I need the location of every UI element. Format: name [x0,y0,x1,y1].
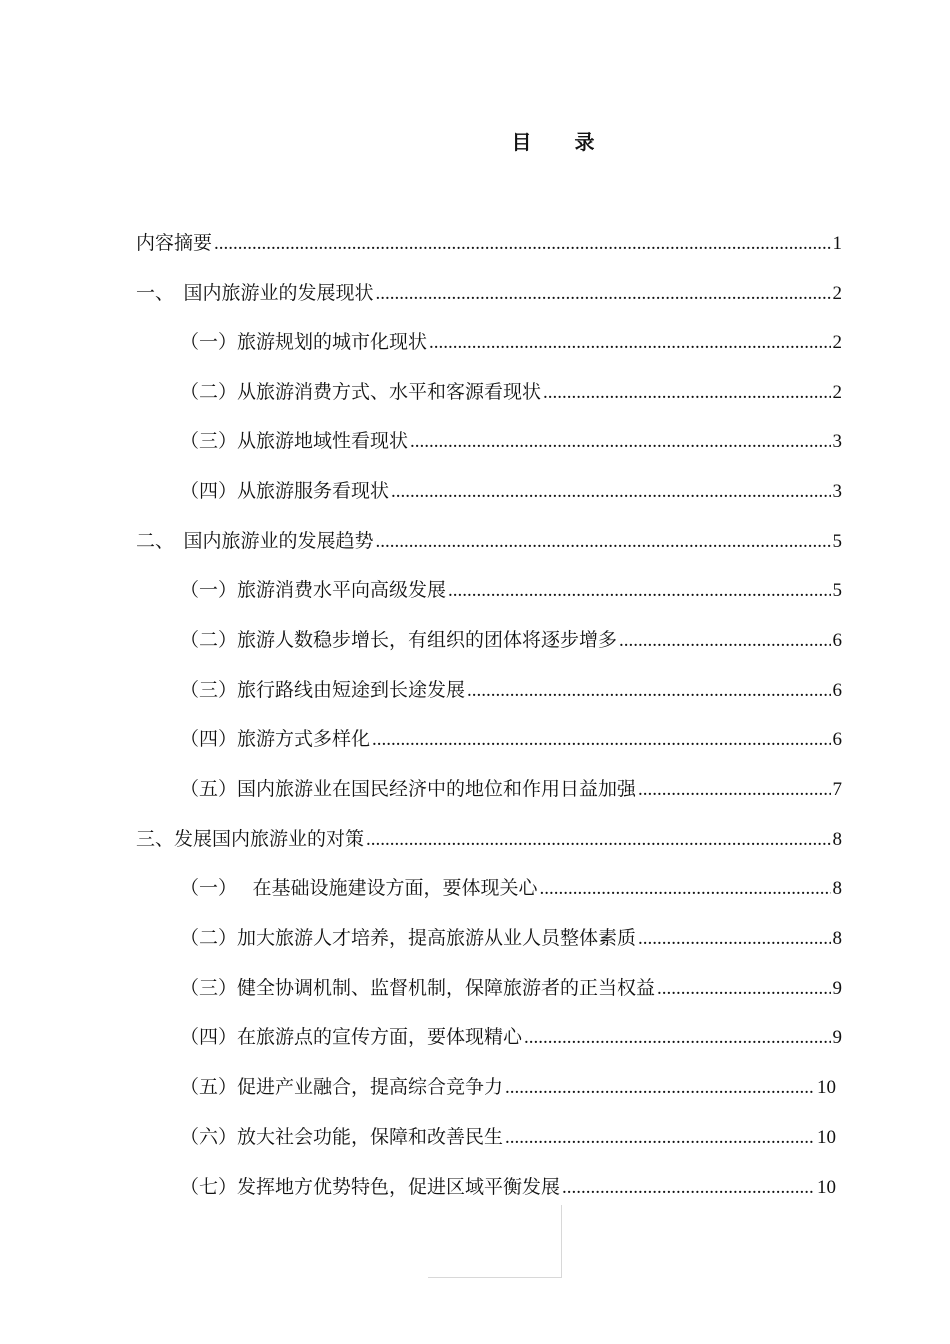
toc-entry-page: 6 [832,680,842,701]
toc-entry-label: （三）健全协调机制、监督机制，保障旅游者的正当权益 [180,977,656,999]
page-corner-mark [428,1277,562,1278]
toc-entry[interactable] [180,627,842,654]
toc-entry-page: 6 [832,729,842,750]
toc-entry[interactable] [180,726,842,753]
toc-entry-label: （七）发挥地方优势特色，促进区域平衡发展 [180,1176,561,1198]
toc-entry[interactable] [136,826,842,853]
toc-entry-page: 2 [832,332,842,353]
toc-entry[interactable] [180,428,842,455]
toc-entry-page: 9 [832,1027,842,1048]
dot-leader [543,380,830,406]
toc-entry[interactable] [180,379,842,406]
toc-entry[interactable] [180,577,842,604]
toc-entry-page: 5 [832,580,842,601]
toc-entry-label: （三）旅行路线由短途到长途发展 [180,679,466,701]
dot-leader [214,231,830,257]
toc-entry-label: （一）旅游规划的城市化现状 [180,331,428,353]
toc-entry-page: 2 [832,283,842,304]
toc-entry-label: （四）旅游方式多样化 [180,728,371,750]
toc-entry[interactable] [180,875,842,902]
dot-leader [366,827,830,853]
toc-entry-label: （一） 在基础设施建设方面，要体现关心 [180,877,538,899]
toc-entry-page: 8 [832,829,842,850]
dot-leader [376,281,831,307]
toc-entry[interactable] [180,478,842,505]
dot-leader [619,628,830,654]
toc-entry-page: 1 [832,233,842,254]
toc-entry[interactable] [136,528,842,555]
toc-entry-label: 内容摘要 [136,232,213,254]
dot-leader [505,1125,815,1151]
dot-leader [448,578,830,604]
page-corner-mark [561,1205,562,1278]
dot-leader [429,330,830,356]
toc-entry[interactable] [180,1024,842,1051]
toc-entry-page: 5 [832,531,842,552]
toc-entry-label: （四）在旅游点的宣传方面，要体现精心 [180,1026,523,1048]
dot-leader [562,1175,815,1201]
dot-leader [467,678,830,704]
toc-entry-page: 8 [832,878,842,899]
toc-title: 目 录 [511,130,613,154]
toc-entry-page: 10 [817,1077,836,1098]
dot-leader [657,976,830,1002]
toc-entry-label: （二）加大旅游人才培养，提高旅游从业人员整体素质 [180,927,637,949]
toc-entry[interactable] [180,329,842,356]
toc-entry[interactable] [180,1124,836,1151]
toc-entry-label: （一）旅游消费水平向高级发展 [180,579,447,601]
toc-entry-page: 7 [832,779,842,800]
toc-entry-label: （二）从旅游消费方式、水平和客源看现状 [180,381,542,403]
dot-leader [540,876,831,902]
toc-entry[interactable] [180,975,842,1002]
toc-entry-label: （四）从旅游服务看现状 [180,480,390,502]
toc-entry-label: 一、 国内旅游业的发展现状 [136,282,374,304]
toc-entry-label: （五）国内旅游业在国民经济中的地位和作用日益加强 [180,778,637,800]
toc-entry-page: 8 [832,928,842,949]
toc-entry-page: 10 [817,1127,836,1148]
toc-entry-page: 10 [817,1177,836,1198]
toc-entry[interactable] [180,776,842,803]
toc-entry[interactable] [180,1074,836,1101]
toc-entry-page: 2 [832,382,842,403]
dot-leader [505,1075,815,1101]
toc-entry[interactable] [180,1174,836,1201]
dot-leader [410,429,830,455]
toc-entry[interactable] [136,230,842,257]
dot-leader [524,1025,830,1051]
toc-entry[interactable] [180,677,842,704]
toc-entry-page: 9 [832,978,842,999]
toc-entry-label: （五）促进产业融合，提高综合竞争力 [180,1076,504,1098]
toc-entry-page: 3 [832,481,842,502]
toc-entry-page: 3 [832,431,842,452]
toc-entry-label: 三、发展国内旅游业的对策 [136,828,365,850]
toc-entry-label: （六）放大社会功能，保障和改善民生 [180,1126,504,1148]
toc-entry-label: 二、 国内旅游业的发展趋势 [136,530,374,552]
dot-leader [372,727,830,753]
toc-entry[interactable] [180,925,842,952]
dot-leader [638,777,830,803]
toc-entry[interactable] [136,280,842,307]
dot-leader [376,529,831,555]
toc-entry-page: 6 [832,630,842,651]
toc-entry-label: （三）从旅游地域性看现状 [180,430,409,452]
dot-leader [391,479,830,505]
toc-entry-label: （二）旅游人数稳步增长，有组织的团体将逐步增多 [180,629,618,651]
dot-leader [638,926,830,952]
